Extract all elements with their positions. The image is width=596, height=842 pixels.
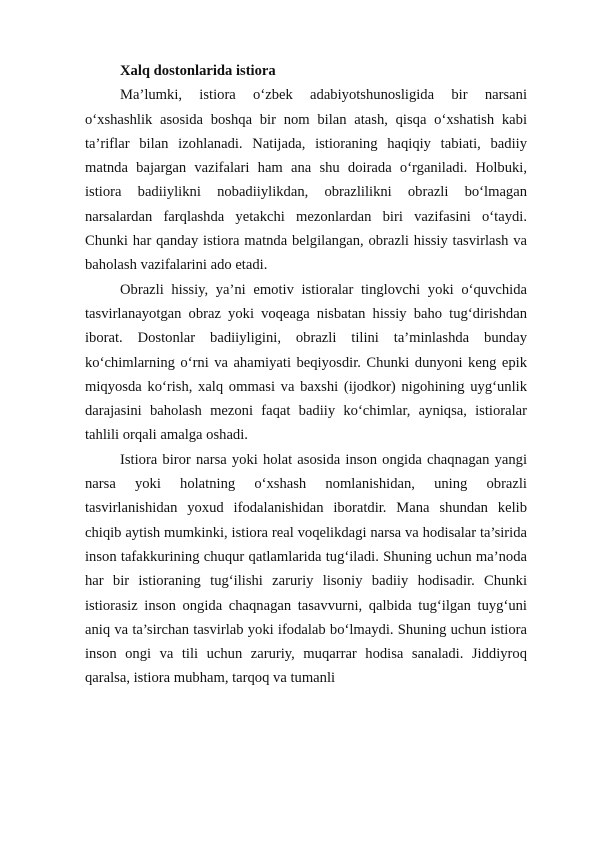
document-body: [85, 59, 527, 691]
paragraph-1: Ma’lumki, istiora o‘zbek adabiyotshunosligida bir narsani o‘xshashlik asosida boshqa bir nom bilan atash, qisqa o‘xshatish kabi ta’riflar bilan izohlanadi. Natijada, istioraning haqiqiy tabiati, badiiy matnda bajargan vazifalari ham ana shu doirada o‘rganiladi. Holbuki, istiora badiiylikni nobadiiylikdan, obrazlilikni obrazli bo‘lmagan narsalardan farqlashda yetakchi mezonlardan biri vazifasini o‘taydi. Chunki har qanday istiora matnda belgilangan, obrazli hissiy tasvirlash va baholash vazifalarini ado etadi.: [85, 87, 527, 274]
paragraph-3: Istiora biror narsa yoki holat asosida inson ongida chaqnagan yangi narsa yoki holatning o‘xshash nomlanishidan, uning obrazli tasvirlanishidan yoxud ifodalanishidan iboratdir. Mana shundan kelib chiqib aytish mumkinki, istiora real voqelikdagi narsa va hodisalar ta’sirida inson tafakkurining chuqur qatlamlarida tug‘iladi. Shuning uchun ma’noda har bir istioraning tug‘ilishi zaruriy lisoniy badiiy hodisadir. Chunki istiorasiz inson ongida chaqnagan tasavvurni, qalbida tug‘ilgan tuyg‘uni aniq va ta’sirchan tasvirlab yoki ifodalab bo‘lmaydi. Shuning uchun istiora inson ongi va tili uchun zaruriy, muqarrar hodisa sanaladi. Jiddiyroq qaralsa, istiora mubham, tarqoq va tumanli: [85, 451, 527, 687]
paragraph-2: Obrazli hissiy, ya’ni emotiv istioralar tinglovchi yoki o‘quvchida tasvirlanayotgan obraz yoki voqeaga nisbatan hissiy baho tug‘dirishdan iborat. Dostonlar badiiyligini, obrazli tilini ta’minlashda bunday ko‘chimlarning o‘rni va ahamiyati beqiyosdir. Chunki dunyoni keng epik miqyosda ko‘rish, xalq ommasi va baxshi (ijodkor) nigohining uyg‘unlik darajasini baholash mezoni faqat badiiy ko‘chimlar, ayniqsa, istioralar tahlili orqali amalga oshadi.: [85, 281, 527, 444]
section-heading: Xalq dostonlarida istiora: [120, 63, 276, 79]
